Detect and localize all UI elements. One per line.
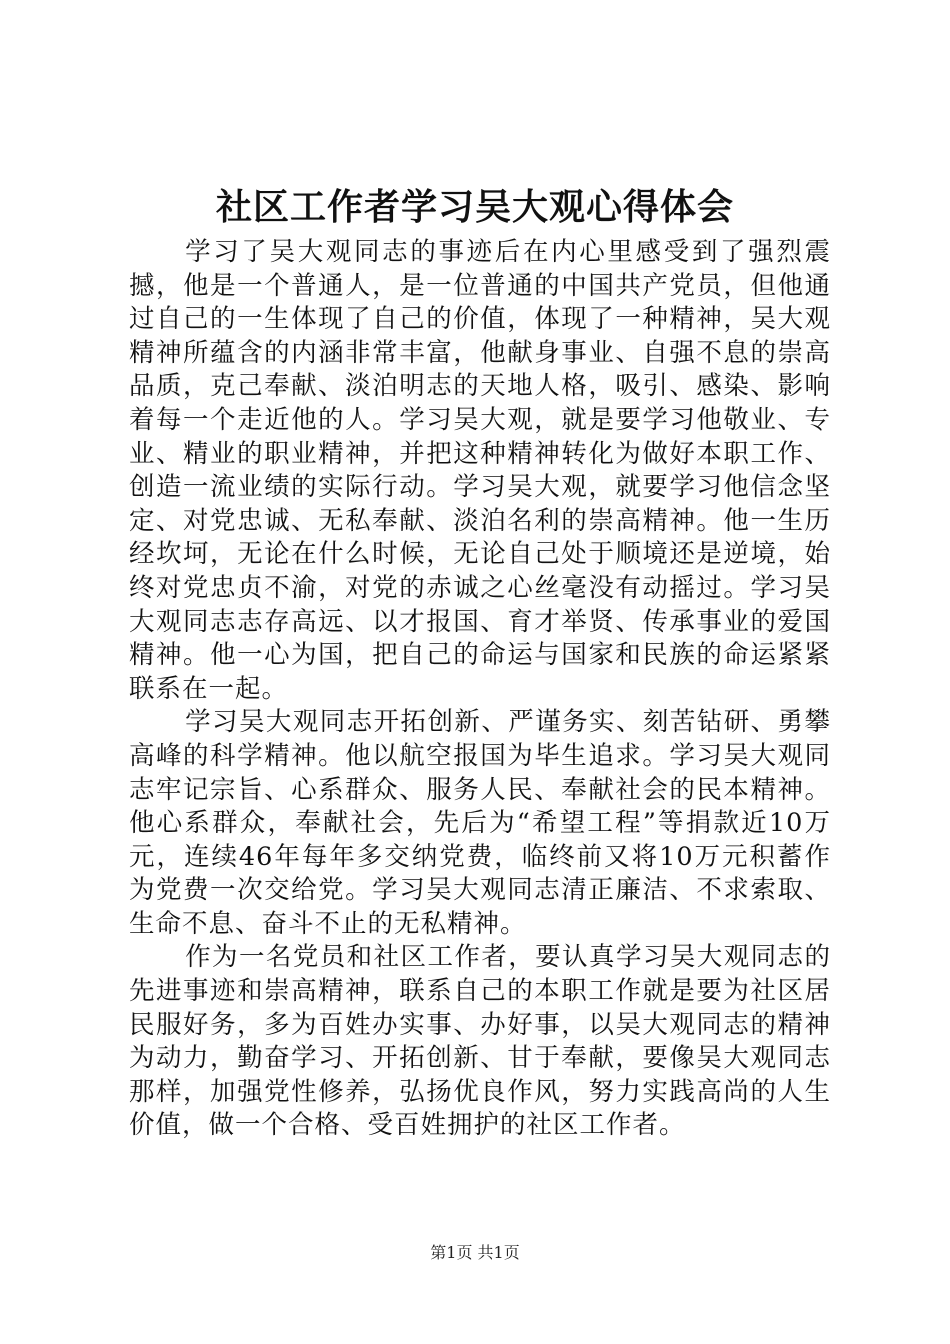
page-number-footer: 第1页 共1页: [430, 1243, 520, 1262]
paragraph-2: 学习吴大观同志开拓创新、严谨务实、刻苦钻研、勇攀高峰的科学精神。他以航空报国为毕生追求。学习吴大观同志牢记宗旨、心系群众、服务人民、奉献社会的民本精神。他心系群众，奉献社会，先后为“希望工程”等捐款近10万元，连续46年每年多交纳党费，临终前又将10万元积蓄作为党费一次交给党。学习吴大观同志清正廉洁、不求索取、生命不息、奋斗不止的无私精神。: [129, 707, 831, 939]
paragraph-3: 作为一名党员和社区工作者，要认真学习吴大观同志的先进事迹和崇高精神，联系自己的本职工作就是要为社区居民服好务，多为百姓办实事、办好事，以吴大观同志的精神为动力，勤奋学习、开拓创新、甘于奉献，要像吴大观同志那样，加强党性修养，弘扬优良作风，努力实践高尚的人生价值，做一个合格、受百姓拥护的社区工作者。: [129, 942, 831, 1141]
document-body: [129, 236, 831, 1143]
document-title: 社区工作者学习吴大观心得体会: [215, 186, 734, 228]
paragraph-1: 学习了吴大观同志的事迹后在内心里感受到了强烈震撼，他是一个普通人，是一位普通的中国共产党员，但他通过自己的一生体现了自己的价值，体现了一种精神，吴大观精神所蕴含的内涵非常丰富，他献身事业、自强不息的崇高品质，克己奉献、淡泊明志的天地人格，吸引、感染、影响着每一个走近他的人。学习吴大观，就是要学习他敬业、专业、精业的职业精神，并把这种精神转化为做好本职工作、创造一流业绩的实际行动。学习吴大观，就要学习他信念坚定、对党忠诚、无私奉献、淡泊名利的崇高精神。他一生历经坎坷，无论在什么时候，无论自己处于顺境还是逆境，始终对党忠贞不渝，对党的赤诚之心丝毫没有动摇过。学习吴大观同志志存高远、以才报国、育才举贤、传承事业的爱国精神。他一心为国，把自己的命运与国家和民族的命运紧紧联系在一起。: [129, 237, 831, 704]
